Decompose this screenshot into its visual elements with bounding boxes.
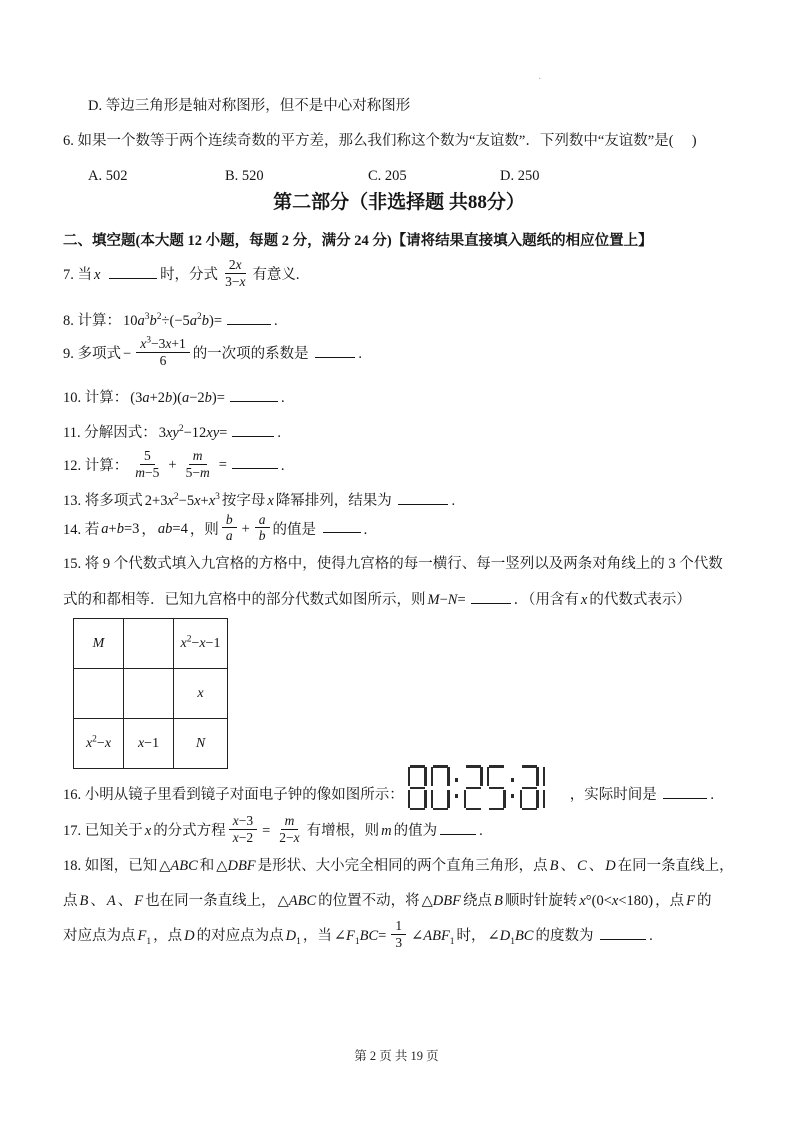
text-run: 有增根，则 — [306, 823, 380, 840]
math-script: 1 — [146, 936, 152, 947]
text-run: 的度数为 — [535, 927, 598, 944]
text-run: 12. 计算： — [63, 457, 129, 474]
fraction-denominator: 6 — [159, 352, 167, 368]
answer-option: D. 250 — [500, 168, 540, 184]
text-run: 是形状、大小完全相同的两个直角三角形，点 — [257, 858, 548, 875]
math-expression: $10a^3b^2\div(-5a^2b)=$ — [123, 312, 223, 329]
text-run: 有意义. — [252, 266, 300, 283]
grid-cell: M — [74, 619, 124, 669]
answer-blank — [232, 453, 278, 469]
text-run: 对应点为点 — [63, 927, 136, 944]
math-script: 1 — [510, 936, 515, 947]
math-expression: F — [134, 893, 144, 910]
math-expression: = — [218, 457, 227, 474]
text-run: 降幂排列，结果为 — [275, 492, 396, 509]
math-script: 2 — [178, 423, 184, 434]
math-expression: + — [241, 521, 250, 538]
text-run: 16. 小明从镜子里看到镜子对面电子钟的像如图所示： — [63, 787, 404, 804]
fraction-denominator: 3−x — [225, 273, 246, 289]
clock-digit — [408, 765, 427, 810]
text-run: 时，分式 — [160, 266, 219, 283]
exam-content — [63, 96, 735, 953]
math-expression: $\angle F_1BC=$ — [333, 927, 387, 947]
text-run: 、 — [588, 858, 604, 875]
q8 — [63, 309, 735, 331]
page-footer: 第 2 页 共 19 页 — [354, 1049, 439, 1063]
math-script: 1 — [354, 936, 360, 947]
math-expression: − — [123, 345, 132, 362]
q15-line1 — [63, 554, 735, 574]
text-run: ， — [141, 521, 156, 538]
text-run: 的值是 — [272, 521, 320, 538]
math-expression: a+b=3 — [101, 521, 140, 538]
answer-blank — [471, 588, 511, 604]
math-expression: x — [94, 266, 101, 283]
text-run: 6. 如果一个数等于两个连续奇数的平方差，那么我们称这个数为“友谊数”．下列数中“友谊数”是( ) — [63, 133, 697, 149]
text-run: 11. 分解因式： — [63, 424, 157, 441]
text-run: 10. 计算： — [63, 389, 129, 406]
text-run: ，点 — [153, 927, 183, 944]
table-row — [74, 669, 228, 719]
clock-digit — [543, 765, 562, 810]
q13 — [63, 489, 735, 511]
text-run: 顺时针旋转 — [504, 893, 578, 910]
text-run: . — [358, 345, 362, 362]
math-expression: x — [144, 823, 152, 840]
text-run: 13. 将多项式 — [63, 492, 143, 509]
math-expression: B — [549, 858, 559, 875]
fraction — [131, 448, 163, 481]
clock-digit — [487, 765, 506, 810]
text-run: 式的和都相等．已知九宫格中的部分代数式如图所示，则 — [63, 592, 426, 609]
text-run: . — [479, 823, 483, 840]
fraction-denominator: m−5 — [135, 464, 160, 480]
clock-colon — [454, 765, 460, 810]
answer-blank — [315, 342, 355, 358]
clock-colon — [510, 765, 516, 810]
fraction — [136, 336, 190, 369]
text-run: 在同一条直线上， — [617, 858, 734, 875]
grid-cell — [74, 669, 124, 719]
fraction — [222, 512, 237, 545]
text-run: . — [710, 787, 714, 804]
text-run: 17. 已知关于 — [63, 823, 143, 840]
q15-grid — [73, 618, 228, 769]
math-expression: △DBF — [216, 858, 256, 875]
text-run: ，实际时间是 — [569, 787, 661, 804]
q18-line3 — [63, 920, 735, 953]
answer-blank — [232, 421, 274, 437]
text-run: 的分式方程 — [153, 823, 226, 840]
q15-line2 — [63, 588, 735, 610]
fraction-numerator: x−3 — [229, 813, 257, 830]
grid-cell — [124, 619, 174, 669]
math-expression: x — [580, 592, 588, 609]
fraction-denominator: a — [225, 528, 233, 544]
math-expression: $\angle ABF_1$ — [411, 927, 455, 947]
math-expression: C — [577, 858, 587, 875]
text-run: 14. 若 — [63, 521, 100, 538]
math-expression: x — [267, 492, 274, 509]
q7 — [63, 259, 735, 292]
math-script: 2 — [156, 312, 162, 323]
math-expression: A — [106, 893, 116, 910]
math-script: 2 — [173, 491, 179, 502]
table-row — [74, 719, 228, 769]
math-expression: M−N= — [427, 592, 466, 609]
fraction — [221, 257, 249, 290]
text-run: 15. 将 9 个代数式填入九宫格的方格中，使得九宫格的每一横行、每一竖列以及两条对角线上的 3 个代数 — [63, 556, 723, 573]
answer-blank — [323, 517, 361, 533]
math-script: 1 — [449, 936, 455, 947]
math-script: 3 — [146, 335, 151, 346]
q9 — [63, 335, 735, 371]
text-run: . — [649, 927, 653, 944]
answer-blank — [440, 819, 476, 835]
q5-option-d — [63, 96, 735, 116]
math-script: 2 — [92, 734, 97, 745]
fraction-numerator: $x^3-3x+1$ — [136, 336, 190, 353]
fraction-numerator: m — [189, 448, 207, 465]
answer-blank — [227, 309, 271, 325]
fraction-numerator: 2x — [225, 257, 246, 274]
q6-stem — [63, 131, 735, 151]
text-run: 18. 如图，已知 — [63, 858, 158, 875]
fraction — [391, 918, 406, 951]
grid-cell: x−1 — [124, 719, 174, 769]
math-expression: F — [686, 893, 695, 910]
text-run: 的值为 — [393, 823, 438, 840]
q16 — [63, 765, 735, 810]
math-expression: $2+3x^2-5x+x^3$ — [144, 491, 220, 509]
text-run: 的代数式表示） — [589, 592, 691, 609]
text-run: 点 — [63, 893, 78, 910]
text-run: 和 — [199, 858, 215, 875]
fraction-numerator: 1 — [391, 918, 406, 935]
q10 — [63, 386, 735, 408]
q18-line1 — [63, 856, 735, 876]
text-run: 的位置不动，将 — [318, 893, 420, 910]
math-expression: x°(0<x<180) — [579, 893, 654, 910]
text-run: . — [363, 521, 368, 538]
table-row — [74, 619, 228, 669]
text-run: ，点 — [655, 893, 685, 910]
clock-digit — [520, 765, 539, 810]
text-run: ，当 — [302, 927, 332, 944]
fraction-denominator: 2−x — [279, 830, 300, 846]
fraction-denominator: x−2 — [232, 830, 254, 846]
text-run: ．（用含有 — [513, 592, 579, 609]
fraction-denominator: 3 — [395, 935, 403, 951]
text-run: 、 — [117, 893, 133, 910]
fraction-denominator: 5−m — [185, 464, 210, 480]
text-run: 8. 计算： — [63, 312, 121, 329]
text-run: 7. 当 — [63, 266, 92, 283]
text-run: 9. 多项式 — [63, 345, 121, 362]
answer-blank — [398, 489, 448, 505]
text-run: 的对应点为点 — [196, 927, 284, 944]
math-expression: △ABC — [159, 858, 198, 875]
answer-blank — [600, 924, 646, 940]
grid-cell: N — [174, 719, 228, 769]
answer-blank — [109, 263, 157, 279]
text-run: 时， — [456, 927, 486, 944]
text-run: 第二部分（非选择题 共88分） — [273, 192, 525, 213]
math-expression: ab=4 — [157, 521, 188, 538]
text-run: . — [277, 424, 281, 441]
math-expression: D — [184, 927, 195, 944]
q12 — [63, 447, 735, 483]
fraction — [229, 813, 257, 846]
answer-blank — [230, 386, 278, 402]
text-run: . — [280, 389, 285, 406]
text-run: 的 — [696, 893, 712, 910]
math-script: 2 — [197, 312, 202, 323]
fraction — [255, 512, 270, 545]
math-expression: △DBF — [421, 893, 461, 910]
math-expression: m — [381, 823, 392, 840]
grid-cell — [124, 669, 174, 719]
grid-cell: x — [174, 669, 228, 719]
fraction-numerator: a — [255, 512, 270, 529]
math-script: 1 — [296, 936, 301, 947]
math-script: 3 — [215, 491, 220, 502]
math-expression: B — [79, 893, 89, 910]
text-run: . — [274, 312, 278, 329]
text-run: ，则 — [189, 521, 219, 538]
text-run: 、 — [90, 893, 105, 910]
math-expression: (3a+2b)(a−2b)= — [130, 389, 225, 406]
clock-line-text-after — [570, 783, 714, 805]
q17 — [63, 815, 735, 848]
q6-options — [63, 166, 735, 186]
fraction-numerator: 5 — [140, 448, 155, 465]
fraction — [182, 448, 214, 481]
clock-digit — [464, 765, 483, 810]
q18-line2 — [63, 891, 735, 911]
math-expression: $D_1$ — [285, 927, 301, 947]
text-run: 二、填空题(本大题 12 小题，每题 2 分，满分 24 分)【请将结果直接填入题纸的相应位置上】 — [63, 233, 653, 249]
fraction-numerator: m — [281, 813, 299, 830]
fraction — [275, 813, 303, 846]
math-expression: $3xy^2-12xy=$ — [158, 423, 228, 441]
fill-in-header — [63, 231, 735, 251]
grid-cell: $x^2-x-1$ — [174, 619, 228, 669]
text-run: 、 — [560, 858, 576, 875]
text-run: D. 等边三角形是轴对称图形，但不是中心对称图形 — [88, 98, 411, 114]
stray-mark: · — [538, 74, 542, 85]
text-run: 也在同一条直线上， — [145, 893, 276, 910]
text-run: 绕点 — [462, 893, 492, 910]
math-expression: = — [262, 823, 271, 840]
math-script: 2 — [186, 634, 192, 645]
math-expression: D — [605, 858, 616, 875]
math-script: 3 — [144, 312, 150, 323]
part2-title — [63, 190, 735, 216]
text-run: . — [280, 457, 285, 474]
math-expression: + — [168, 457, 177, 474]
q14 — [63, 511, 735, 547]
text-run: 的一次项的系数是 — [192, 345, 313, 362]
grid-cell: $x^2-x$ — [74, 719, 124, 769]
answer-blank — [663, 783, 707, 799]
text-run: . — [451, 492, 456, 509]
fraction-numerator: b — [222, 512, 237, 529]
answer-option: B. 520 — [225, 168, 264, 184]
answer-option: C. 205 — [368, 168, 407, 184]
mirror-clock — [408, 765, 566, 810]
math-expression: △ABC — [277, 893, 317, 910]
q11 — [63, 421, 735, 443]
clock-line-text-before — [63, 785, 404, 805]
fraction-denominator: b — [258, 528, 266, 544]
math-expression: B — [493, 893, 503, 910]
answer-option: A. 502 — [88, 168, 128, 184]
clock-digit — [431, 765, 450, 810]
text-run: 按字母 — [221, 492, 266, 509]
math-expression: $F_1$ — [137, 927, 152, 947]
math-expression: $\angle D_1BC$ — [487, 927, 534, 947]
